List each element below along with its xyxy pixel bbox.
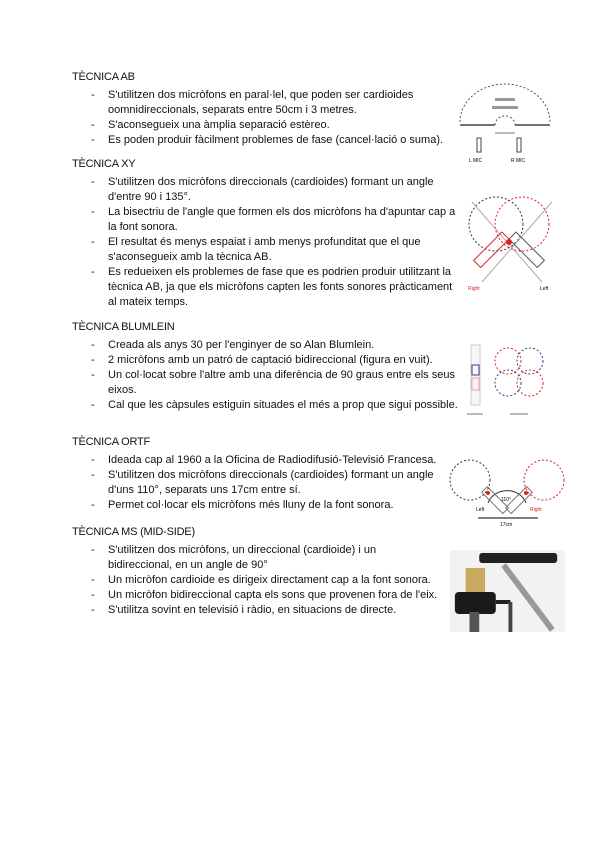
list-item: - Cal que les càpsules estiguin situades el més a prop que sigui possible. <box>72 398 460 413</box>
list-item: - S'aconsegueix una àmplia separació estèreo. <box>72 118 460 133</box>
ortf-diagram <box>448 455 566 527</box>
list-item: - El resultat és menys espaiat i amb menys profunditat que el que s'aconsegueix amb la tècnica AB. <box>72 235 460 265</box>
list-item: - Es redueixen els problemes de fase que es podrien produir utilitzant la tècnica AB, ja que els micròfons capten les fonts sonores pràcticament al mateix temps. <box>72 265 460 310</box>
list-item: - Es poden produir fàcilment problemes de fase (cancel·lació o suma). <box>72 133 460 148</box>
blumlein-diagram <box>465 343 560 421</box>
ab-diagram <box>455 80 555 165</box>
ortf-left-label: Left <box>476 507 485 513</box>
ortf-angle-label: 110° <box>501 497 511 503</box>
list-item: - 2 micròfons amb un patró de captació bidireccional (figura en vuit). <box>72 353 460 368</box>
section-title: TÈCNICA MS (MID-SIDE) <box>72 526 195 538</box>
section-title: TÈCNICA AB <box>72 71 135 83</box>
xy-right-label: Right <box>468 286 480 292</box>
ab-right-label: R MIC <box>511 158 526 164</box>
ortf-right-label: Right <box>530 507 542 513</box>
section-ortf <box>72 435 462 513</box>
section-ab <box>72 70 462 148</box>
section-blumlein <box>72 320 462 413</box>
xy-left-label: Left <box>540 286 549 292</box>
list-item: - La bisectriu de l'angle que formen els dos micròfons ha d'apuntar cap a la font sonora. <box>72 205 460 235</box>
list-item: - S'utilitzen dos micròfons en paral·lel, que poden ser cardioides oomnidireccionals, separats entre 50cm i 3 metres. <box>72 88 460 118</box>
list-item: - S'utilitza sovint en televisió i ràdio, en situacions de directe. <box>72 603 442 618</box>
ms-microphone-photo <box>450 550 565 632</box>
section-title: TÈCNICA XY <box>72 158 136 170</box>
list-item: - S'utilitzen dos micròfons, un direccional (cardioide) i un bidireccional, en un angle de 90° <box>72 543 442 573</box>
list-item: - Un col·locat sobre l'altre amb una diferència de 90 graus entre els seus eixos. <box>72 368 460 398</box>
xy-diagram <box>462 192 562 292</box>
list-item: - Creada als anys 30 per l'enginyer de so Alan Blumlein. <box>72 338 460 353</box>
list-item: - Un micròfon cardioide es dirigeix directament cap a la font sonora. <box>72 573 442 588</box>
section-ms <box>72 525 444 618</box>
section-xy <box>72 157 462 310</box>
list-item: - Permet col·locar els micròfons més lluny de la font sonora. <box>72 498 460 513</box>
section-title: TÈCNICA BLUMLEIN <box>72 321 175 333</box>
ortf-distance-label: 17cm <box>500 522 513 527</box>
list-item: - Un micròfon bidireccional capta els sons que provenen fora de l'eix. <box>72 588 442 603</box>
list-item: - S'utilitzen dos micròfons direccionals (cardioides) formant un angle d'uns 110°, separats uns 17cm entre sí. <box>72 468 460 498</box>
list-item: - S'utilitzen dos micròfons direccionals (cardioides) formant un angle d'entre 90 i 135°. <box>72 175 460 205</box>
section-title: TÈCNICA ORTF <box>72 436 151 448</box>
ab-left-label: L MIC <box>469 158 483 164</box>
list-item: - Ideada cap al 1960 a la Oficina de Radiodifusió-Televisió Francesa. <box>72 453 460 468</box>
